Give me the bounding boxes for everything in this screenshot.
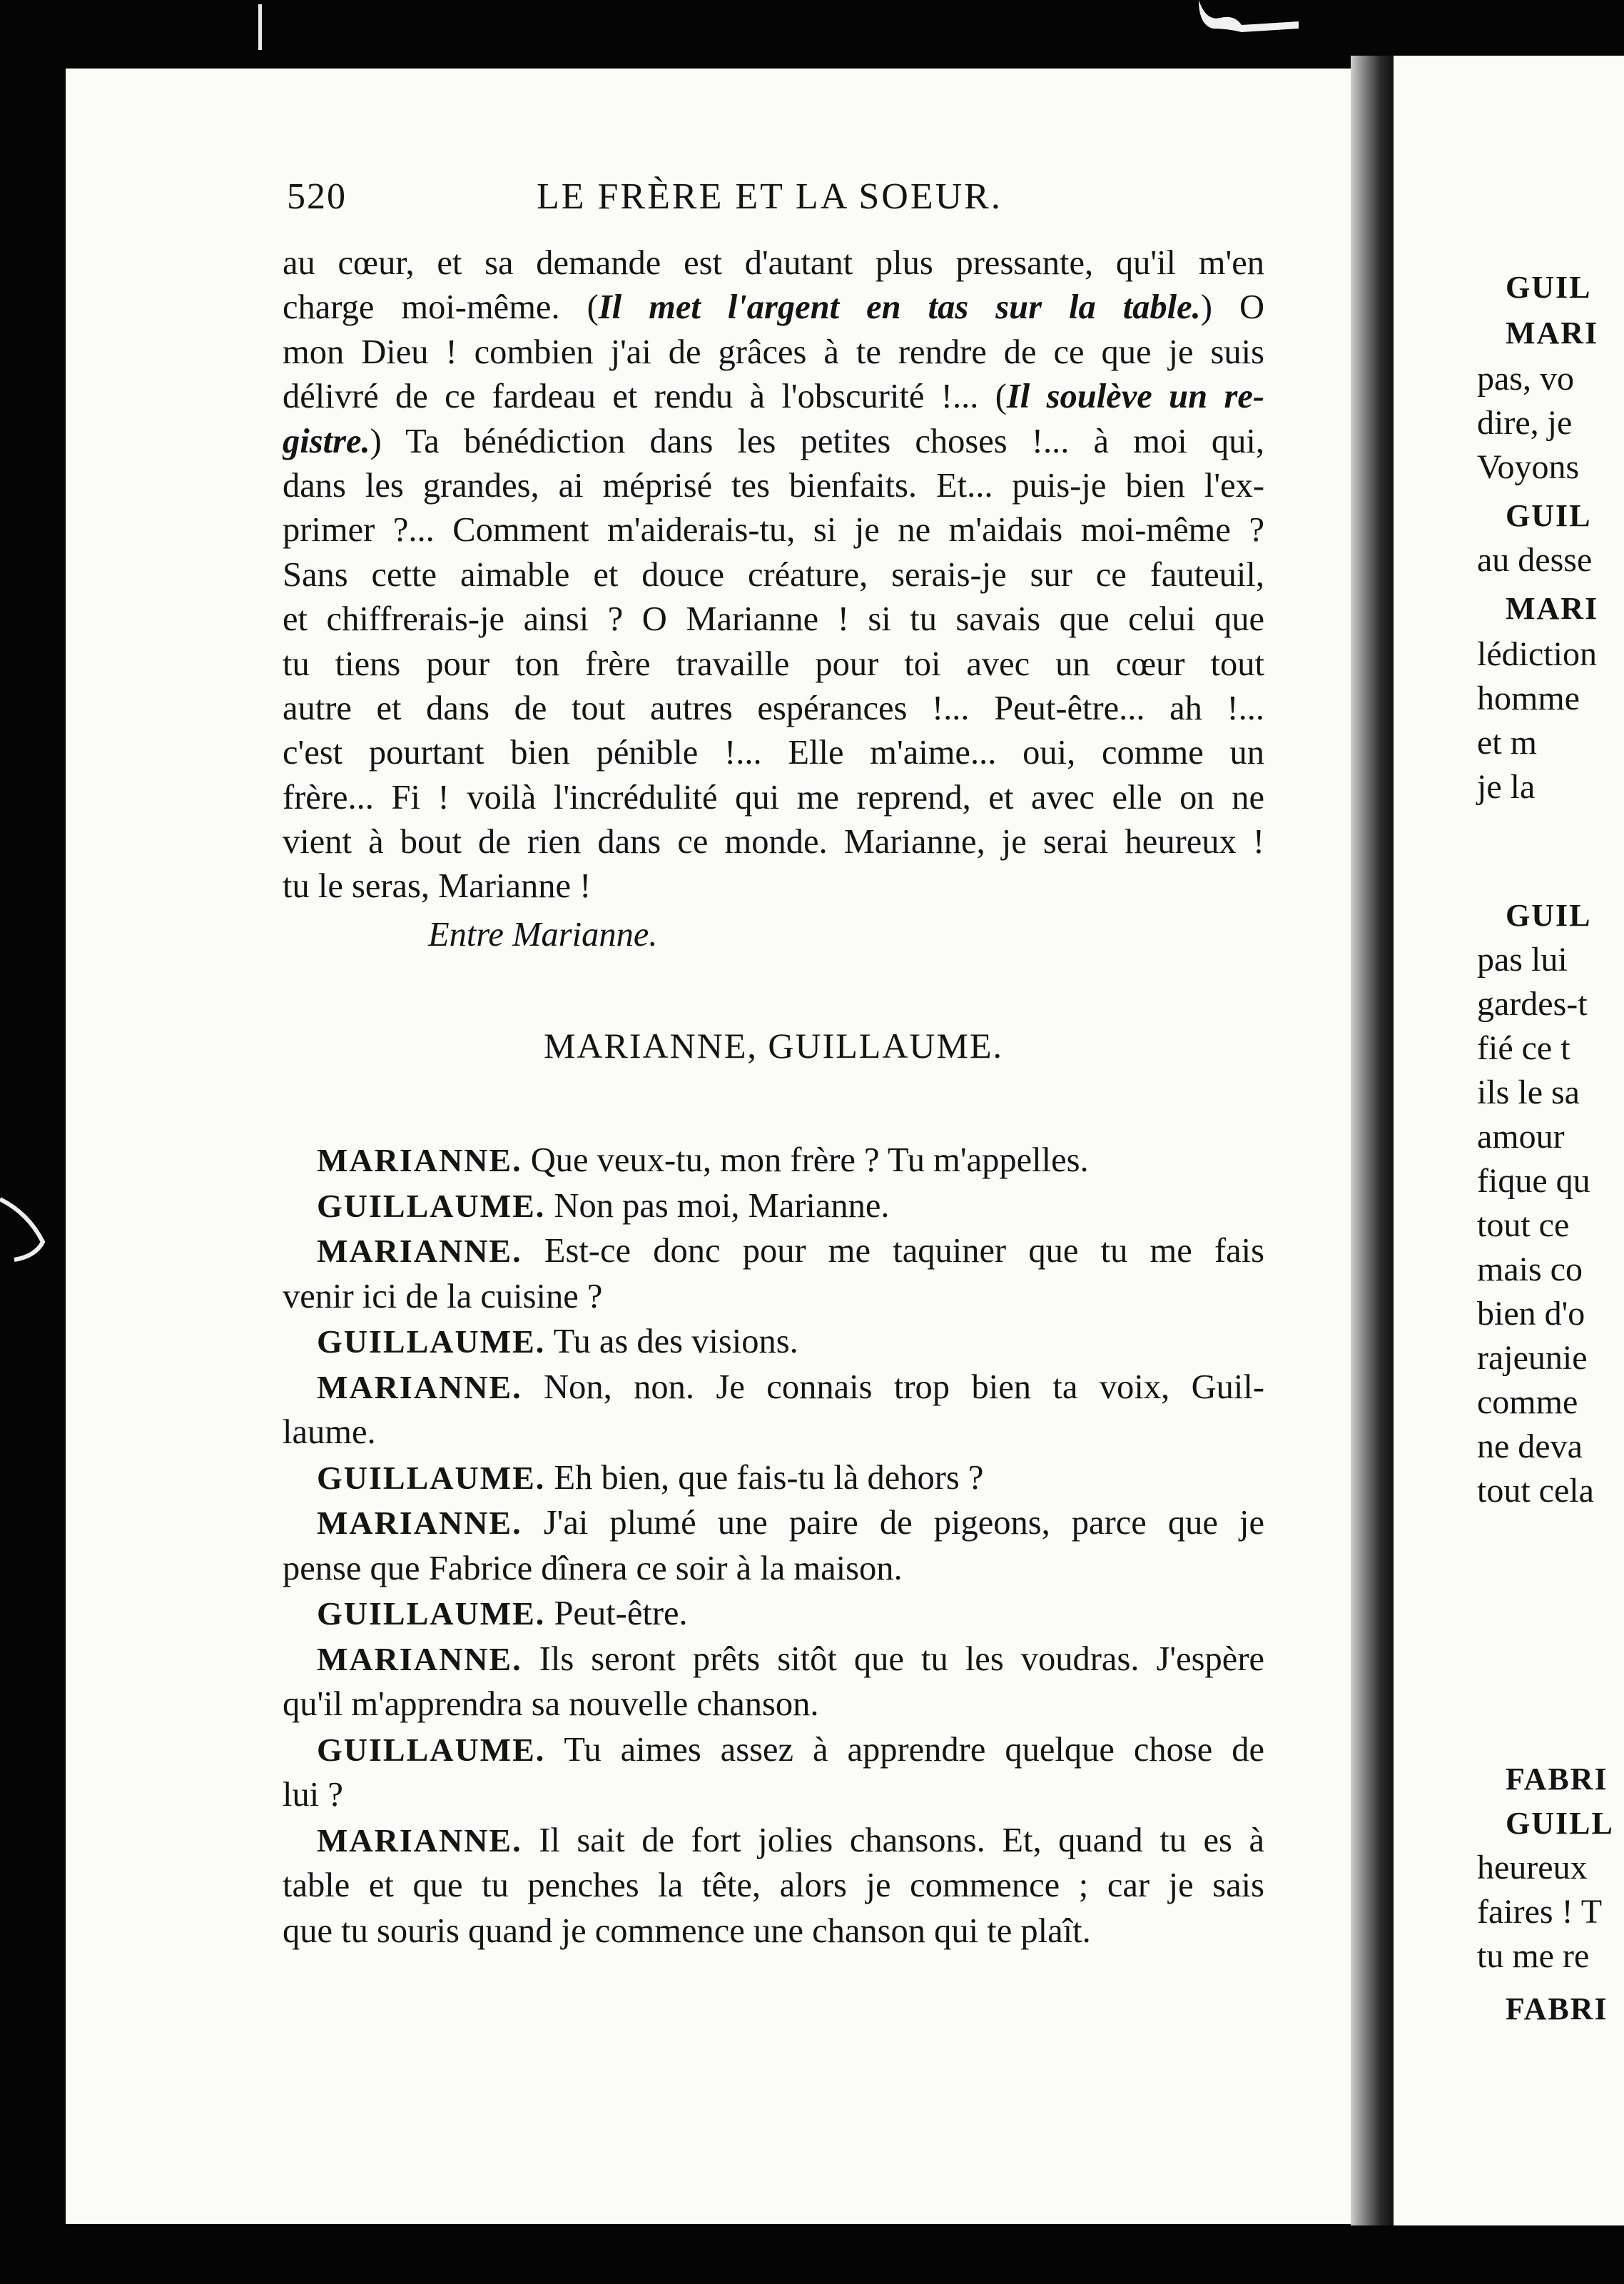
dialogue-line xyxy=(283,1274,1264,1320)
speaker-name: GUILLAUME. xyxy=(317,1731,546,1768)
right-text-fragment: mais co xyxy=(1477,1250,1583,1288)
dialogue-text: Ils seront prêts sitôt que tu les voudras. J'espère xyxy=(539,1639,1264,1678)
text-line xyxy=(283,420,1264,464)
text-segment: Sans cette aimable et douce créature, serais-je sur ce fauteuil, xyxy=(283,555,1264,594)
text-line xyxy=(283,464,1264,508)
dialogue-line xyxy=(283,1591,1264,1637)
right-text-fragment: faires ! T xyxy=(1477,1893,1603,1931)
dialogue-line xyxy=(283,1410,1264,1455)
right-text-fragment: tout cela xyxy=(1477,1472,1594,1510)
right-text-fragment: rajeunie xyxy=(1477,1339,1588,1377)
scene-heading: MARIANNE, GUILLAUME. xyxy=(543,1026,1004,1066)
dialogue-text: laume. xyxy=(283,1413,376,1451)
running-head xyxy=(287,176,1272,226)
dialogue-text: Non, non. Je connais trop bien ta voix, Guil- xyxy=(544,1368,1264,1406)
text-line xyxy=(283,286,1264,330)
dialogue-line xyxy=(283,1546,1264,1592)
dialogue-line xyxy=(283,1863,1264,1909)
right-text-fragment: amour xyxy=(1477,1118,1565,1156)
dialogue-line xyxy=(283,1365,1264,1410)
text-segment: mon Dieu ! combien j'ai de grâces à te rendre de ce que je suis xyxy=(283,333,1264,371)
right-text-fragment: heureux xyxy=(1477,1849,1588,1886)
dialogue-line xyxy=(283,1183,1264,1229)
text-segment: tu le seras, Marianne ! xyxy=(283,867,592,906)
dialogue-text: que tu souris quand je commence une chanson qui te plaît. xyxy=(283,1911,1091,1950)
inline-stage-direction: Il met l'argent en tas sur la table. xyxy=(598,288,1201,327)
monologue-paragraph xyxy=(283,241,1264,909)
right-speaker-fragment: FABRI xyxy=(1506,1991,1608,2026)
right-text-fragment: au desse xyxy=(1477,541,1593,579)
right-text-fragment: comme xyxy=(1477,1383,1578,1421)
text-line xyxy=(283,776,1264,820)
text-segment: délivré de ce fardeau et rendu à l'obscurité !... ( xyxy=(283,378,1007,416)
scan-edge-mark xyxy=(1192,0,1306,43)
right-speaker-fragment: FABRI xyxy=(1506,1762,1608,1797)
dialogue-line xyxy=(283,1727,1264,1773)
dialogue-line xyxy=(283,1500,1264,1546)
right-text-fragment: Voyons xyxy=(1477,448,1580,486)
text-segment: autre et dans de tout autres espérances !... Peut-être... ah !... xyxy=(283,689,1264,727)
speaker-name: MARIANNE. xyxy=(317,1368,522,1405)
dialogue-line xyxy=(283,1319,1264,1365)
right-text-fragment: bien d'o xyxy=(1477,1295,1585,1333)
right-text-fragment: fié ce t xyxy=(1477,1029,1570,1067)
dialogue-text: J'ai plumé une paire de pigeons, parce que je xyxy=(543,1504,1264,1542)
dialogue-text: pense que Fabrice dînera ce soir à la maison. xyxy=(283,1549,903,1587)
right-text-fragment: et m xyxy=(1477,724,1537,762)
dialogue-text: Est-ce donc pour me taquiner que tu me fais xyxy=(544,1232,1264,1270)
dialogue-block xyxy=(283,1138,1264,1954)
text-line xyxy=(283,330,1264,375)
dialogue-line xyxy=(283,1455,1264,1501)
dialogue-text: lui ? xyxy=(283,1776,343,1814)
dialogue-text: Que veux-tu, mon frère ? Tu m'appelles. xyxy=(530,1141,1089,1179)
dialogue-line xyxy=(283,1772,1264,1818)
right-text-fragment: gardes-t xyxy=(1477,985,1588,1023)
dialogue-line xyxy=(283,1818,1264,1864)
right-text-fragment: pas, vo xyxy=(1477,360,1574,398)
right-text-fragment: dire, je xyxy=(1477,404,1573,442)
text-segment: primer ?... Comment m'aiderais-tu, si je ne m'aidais moi-même ? xyxy=(283,511,1264,550)
dialogue-text: Tu as des visions. xyxy=(553,1323,798,1360)
text-segment: tu tiens pour ton frère travaille pour toi avec un cœur tout xyxy=(283,645,1264,683)
text-segment: frère... Fi ! voilà l'incrédulité qui me reprend, et avec elle on ne xyxy=(283,778,1264,817)
speaker-name: GUILLAUME. xyxy=(317,1595,546,1632)
dialogue-text: Peut-être. xyxy=(554,1595,688,1632)
right-text-fragment: je la xyxy=(1477,768,1536,806)
speaker-name: GUILLAUME. xyxy=(317,1459,546,1496)
right-text-fragment: lédiction xyxy=(1477,635,1597,673)
text-segment: dans les grandes, ai méprisé tes bienfaits. Et... puis-je bien l'ex- xyxy=(283,466,1264,505)
right-text-fragment: fique qu xyxy=(1477,1162,1590,1200)
text-line xyxy=(283,731,1264,775)
text-line xyxy=(283,508,1264,552)
right-text-fragment: tu me re xyxy=(1477,1937,1590,1975)
right-speaker-fragment: MARI xyxy=(1506,591,1599,626)
right-text-fragment: homme xyxy=(1477,679,1580,717)
speaker-name: MARIANNE. xyxy=(317,1505,522,1541)
dialogue-text: Tu aimes assez à apprendre quelque chose de xyxy=(564,1730,1264,1769)
scan-edge-curl xyxy=(0,1171,57,1263)
speaker-name: MARIANNE. xyxy=(317,1142,522,1178)
dialogue-text: table et que tu penches la tête, alors je commence ; car je sais xyxy=(283,1866,1264,1904)
text-line xyxy=(283,553,1264,597)
text-line xyxy=(283,241,1264,286)
page-number: 520 xyxy=(287,176,347,217)
text-segment: au cœur, et sa demande est d'autant plus pressante, qu'il m'en xyxy=(283,244,1264,282)
right-text-fragment: ils le sa xyxy=(1477,1073,1580,1111)
speaker-name: MARIANNE. xyxy=(317,1640,522,1677)
text-segment: vient à bout de rien dans ce monde. Marianne, je serai heureux ! xyxy=(283,823,1264,861)
dialogue-line xyxy=(283,1228,1264,1274)
speaker-name: MARIANNE. xyxy=(317,1821,522,1859)
right-speaker-fragment: GUIL xyxy=(1506,270,1592,305)
dialogue-text: Il sait de fort jolies chansons. Et, quand tu es à xyxy=(539,1821,1264,1859)
text-segment: et chiffrerais-je ainsi ? O Marianne ! si tu savais que celui que xyxy=(283,600,1264,639)
dialogue-text: Non pas moi, Marianne. xyxy=(554,1186,890,1225)
dialogue-text: qu'il m'apprendra sa nouvelle chanson. xyxy=(283,1685,819,1723)
text-segment: ) Ta bénédiction dans les petites choses !... à moi qui, xyxy=(370,422,1264,460)
text-line xyxy=(283,597,1264,642)
stage-direction: Entre Marianne. xyxy=(428,916,658,954)
speaker-name: GUILLAUME. xyxy=(317,1187,546,1224)
text-segment: charge moi-même. ( xyxy=(283,288,599,327)
dialogue-line xyxy=(283,1909,1264,1954)
inline-stage-direction: gistre. xyxy=(283,422,370,460)
dialogue-line xyxy=(283,1637,1264,1682)
speaker-name: MARIANNE. xyxy=(317,1233,522,1269)
right-text-fragment: tout ce xyxy=(1477,1206,1570,1244)
book-gutter xyxy=(1351,56,1394,2225)
right-speaker-fragment: GUIL xyxy=(1506,898,1592,933)
inline-stage-direction: Il soulève un re- xyxy=(1006,378,1264,416)
right-text-fragment: pas lui xyxy=(1477,941,1568,979)
text-line xyxy=(283,687,1264,731)
text-segment: c'est pourtant bien pénible !... Elle m'aime... oui, comme un xyxy=(283,734,1264,772)
text-segment: ) O xyxy=(1200,288,1264,327)
right-speaker-fragment: GUILL xyxy=(1506,1806,1614,1841)
right-speaker-fragment: GUIL xyxy=(1506,498,1592,533)
dialogue-text: Eh bien, que fais-tu là dehors ? xyxy=(554,1458,984,1497)
text-line xyxy=(283,820,1264,864)
right-text-fragment: ne deva xyxy=(1477,1428,1583,1465)
scan-edge-tick xyxy=(255,4,265,50)
running-title: LE FRÈRE ET LA SOEUR. xyxy=(537,176,1003,217)
dialogue-line xyxy=(283,1682,1264,1727)
speaker-name: GUILLAUME. xyxy=(317,1323,546,1360)
dialogue-line xyxy=(283,1138,1264,1183)
dialogue-text: venir ici de la cuisine ? xyxy=(283,1277,603,1315)
text-line xyxy=(283,642,1264,687)
text-line xyxy=(283,375,1264,419)
right-speaker-fragment: MARI xyxy=(1506,315,1599,350)
text-line xyxy=(283,864,1264,909)
